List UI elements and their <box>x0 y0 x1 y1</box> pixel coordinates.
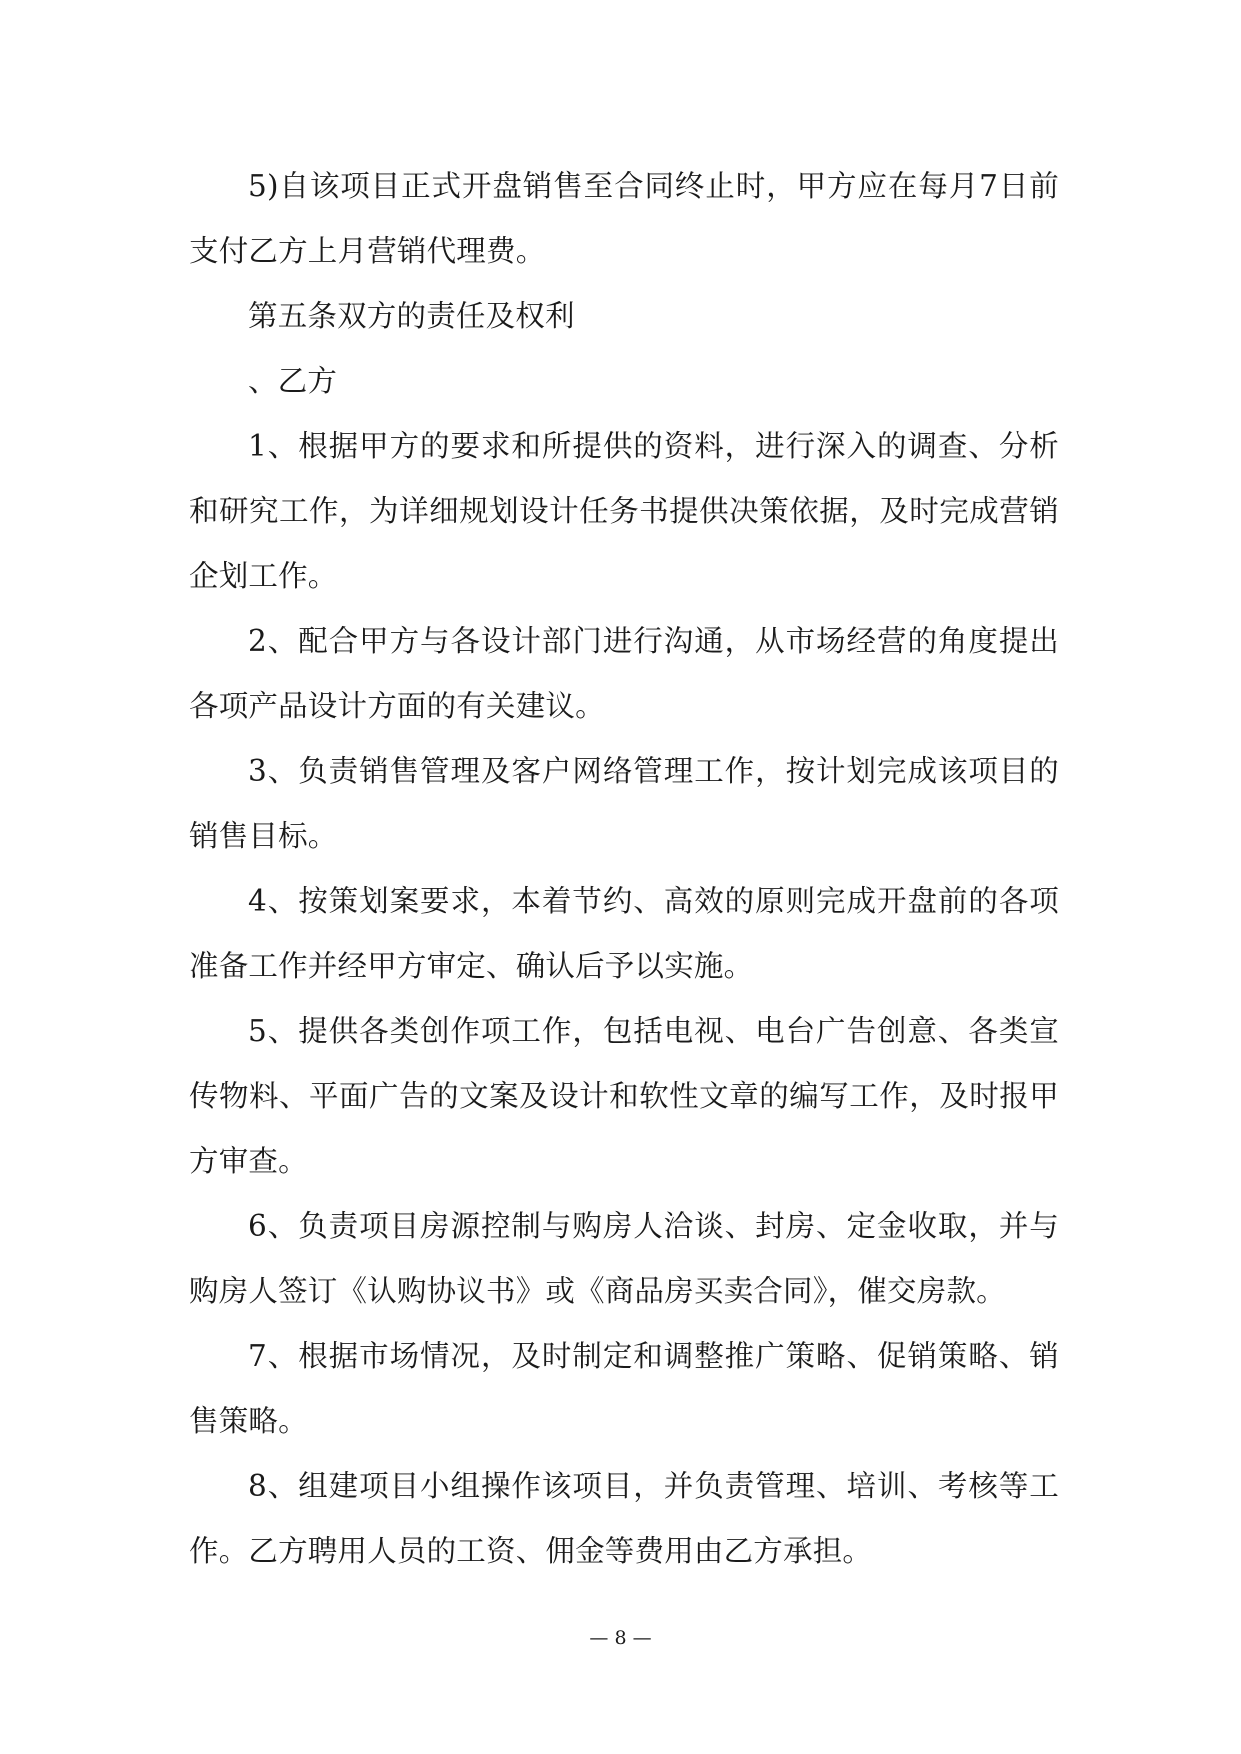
section-heading-article-5: 第五条双方的责任及权利 <box>248 299 575 333</box>
paragraph-payment-terms: 5)自该项目正式开盘销售至合同终止时，甲方应在每月7日前支付乙方上月营销代理费。 <box>189 169 1059 268</box>
paragraph-item-5: 5、提供各类创作项工作，包括电视、电台广告创意、各类宣传物料、平面广告的文案及设计和软性文章的编写工作，及时报甲方审查。 <box>189 1014 1059 1178</box>
paragraph-item-7: 7、根据市场情况，及时制定和调整推广策略、促销策略、销售策略。 <box>189 1339 1059 1438</box>
paragraph-item-1: 1、根据甲方的要求和所提供的资料，进行深入的调查、分析和研究工作，为详细规划设计任务书提供决策依据，及时完成营销企划工作。 <box>189 429 1059 593</box>
page-number: — 8 — <box>589 1627 652 1649</box>
paragraph-item-3: 3、负责销售管理及客户网络管理工作，按计划完成该项目的销售目标。 <box>189 754 1059 853</box>
document-body <box>189 154 1059 1584</box>
subheading-party-b: 、乙方 <box>248 364 338 398</box>
paragraph-item-4: 4、按策划案要求，本着节约、高效的原则完成开盘前的各项准备工作并经甲方审定、确认后予以实施。 <box>189 884 1059 983</box>
paragraph-item-6: 6、负责项目房源控制与购房人洽谈、封房、定金收取，并与购房人签订《认购协议书》或《商品房买卖合同》，催交房款。 <box>189 1209 1059 1308</box>
paragraph-item-2: 2、配合甲方与各设计部门进行沟通，从市场经营的角度提出各项产品设计方面的有关建议。 <box>189 624 1059 723</box>
paragraph-item-8: 8、组建项目小组操作该项目，并负责管理、培训、考核等工作。乙方聘用人员的工资、佣金等费用由乙方承担。 <box>189 1469 1059 1568</box>
